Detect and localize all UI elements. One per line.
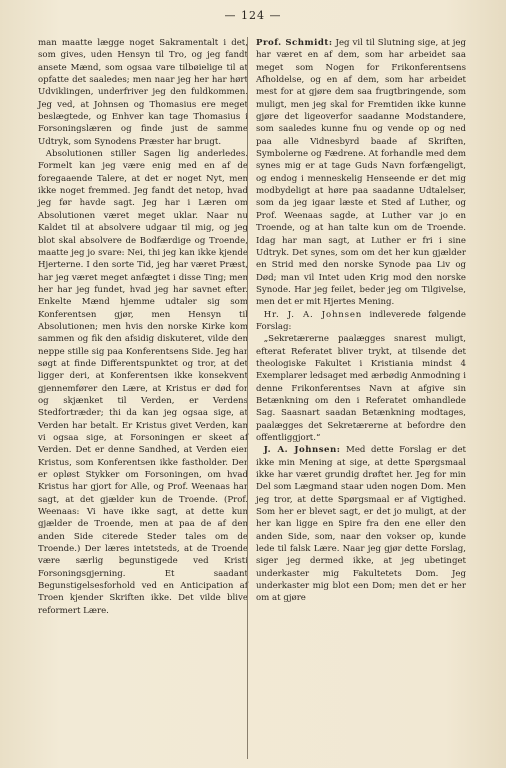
- proposal-quote: „Sekretærerne paalægges snarest muligt, efterat Referatet bliver trykt, at tilsende det theologiske Fakultet i Kristiania mindst 4 Exemplarer ledsaget med ærbødig Anmodning i denne Frikonferentses Navn at afgive sin Betænkning om den i Referatet omhandlede Sag. Saasnart saadan Betænkning modtages, paalægges det Sekretærerne at befordre den offentliggjort.“: [256, 334, 466, 443]
- speech-johnsen-proposal: [256, 309, 466, 334]
- right-column: [256, 37, 466, 605]
- left-paragraph-1: man maatte lægge noget Sakramentalt i det, som gives, uden Hensyn til Tro, og jeg fandt ansete Mænd, som ogsaa vare tilbøielige til at opfatte det saaledes; men naar jeg her har hørt Udviklingen, underfriver jeg den fuldkommen. Jeg ved, at Johnsen og Thomasius ere meget beslægtede, og Enhver kan tage Thomasius i Forsoningslæren og finde just de samme Udtryk, som Synodens Præster har brugt.: [38, 38, 248, 147]
- speech-text: Med dette Forslag er det ikke min Mening at sige, at dette Spørgsmaal ikke har været grundig drøftet her. Jeg for min Del som Lægmand staar uden nogen Dom. Men jeg tror, at dette Spørgsmaal er af Vigtighed. Som her er blevet sagt, er det jo muligt, at der her kan ligge en Spire fra den ene eller den anden Side, som, naar den vokser op, kunde lede til falsk Lære. Naar jeg gjør dette Forslag, siger jeg dermed ikke, at jeg ubetinget underkaster mig Fakultetets Dom. Jeg underkaster mig blot een Dom; men det er her om at gjøre: [256, 445, 467, 604]
- speech-schmidt: [256, 37, 466, 309]
- speech-text: indleverede følgende Forslag:: [256, 309, 466, 332]
- speaker-name: J. A. Johnsen:: [263, 445, 341, 456]
- page-number: — 124 —: [224, 9, 282, 22]
- speech-text: Jeg vil til Slutning sige, at jeg har været en af dem, som har arbeidet saa meget som Nogen for Frikonferentsens Afholdelse, og en af dem, som har arbeidet mest for at gjøre dem saa frugtbringende, som muligt, men jeg skal for Fremtiden ikke kunne gjøre det ligeoverfor saadanne Modstandere, som saaledes kunne fnu og vende op og ned paa alle Vidnesbyrd baade af Skriften, Symbolerne og Fædrene. At forhandle med dem synes mig er at tage Guds Navn forfængeligt, og endog i menneskelig Henseende er det mig modbydeligt at høre paa saadanne Udtalelser, som da jeg igaar læste et Sted af Luther, og Prof. Weenaas sagde, at Luther var jo en Troende, og at han talte kun om de Troende. Idag har man sagt, at Luther er fri i sine Udtryk. Det synes, som om det her kun gjælder en Strid med den norske Synode paa Liv og Død; man vil Intet uden Krig mod den norske Synode. Har jeg feilet, beder jeg om Tilgivelse, men det er mit Hjertes Mening.: [256, 38, 466, 308]
- speaker-name: Prof. Schmidt:: [256, 38, 333, 48]
- left-column: [38, 37, 248, 617]
- speech-johnsen: [256, 444, 466, 604]
- column-divider: [247, 37, 248, 759]
- speaker-name: Hr. J. A. Johnsen: [263, 309, 363, 320]
- left-paragraph-2: Absolutionen stiller Sagen lig anderledes. Formelt kan jeg være enig med en af de foregaaende Talere, at det er noget Nyt, men ikke noget fremmed. Jeg fandt det netop, hvad jeg før havde sagt. Jeg har i Læren om Absolutionen været meget uklar. Naar nu Kaldet til at absolvere udgaar til mig, og jeg blot skal absolvere de Bodfærdige og Troende, maatte jeg jo svare: Nei, thi jeg kan ikke kjende Hjerterne. I den sorte Tid, jeg har været Præst, har jeg været meget anfægtet i disse Ting; men her har jeg fundet, hvad jeg har savnet efter. Enkelte Mænd hjemme udtaler sig som Konferentsen gjør, men Hensyn til Absolutionen; men hvis den norske Kirke kom sammen og fik den afsidig diskuteret, vilde den neppe stille sig paa Konferentsens Side. Jeg har søgt at finde Differentspunktet og tror, at det ligger deri, at Konferentsen ikke konsekvent gjennemfører den Lære, at Kristus er død for og skjænket til Verden, er Verdens Stedfortræder; thi da kan jeg ogsaa sige, at Verden har betalt. Er Kristus givet Verden, kan vi ogsaa sige, at Forsoningen er skeet af Verden. Det er denne Sandhed, at Verden eier Kristus, som Konferentsen ikke fastholder. Der er opløst Stykker om Forsoningen, om hvad Kristus har gjort for Alle, og Prof. Weenaas har sagt, at det gjælder kun de Troende. (Prof. Weenaas: Vi have ikke sagt, at dette kun gjælder de Troende, men at paa de af den anden Side citerede Steder tales om de Troende.) Der læres intetsteds, at de Troende være særlig begunstigede ved Kristi Forsoningsgjerning. Et saadant Begunstigelsesforhold ved en Anticipation af Troen kjender Skriften ikke. Det vilde blive reformert Lære.: [38, 149, 248, 616]
